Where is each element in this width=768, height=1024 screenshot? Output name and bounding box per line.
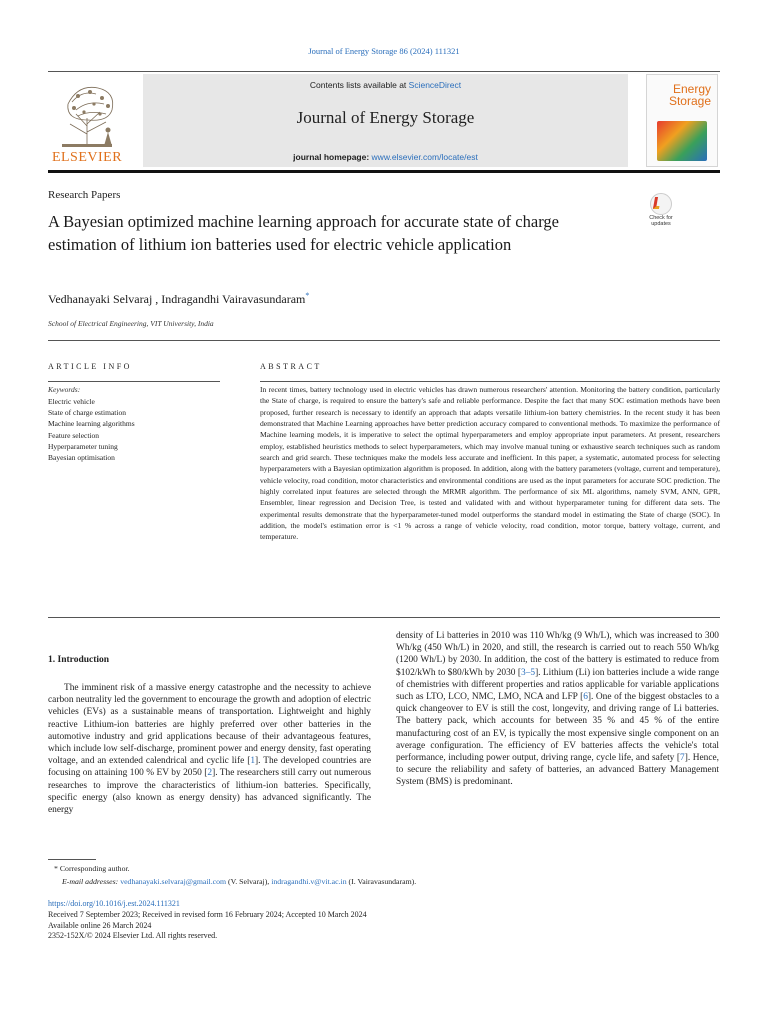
- email-addresses-line: [62, 877, 416, 888]
- copyright-line: 2352-152X/© 2024 Elsevier Ltd. All rights reserved.: [48, 931, 218, 940]
- available-online-date: Available online 26 March 2024: [48, 920, 152, 930]
- cover-title-line-2: Storage: [668, 94, 711, 108]
- keyword-item: Machine learning algorithms: [48, 419, 135, 429]
- received-dates: Received 7 September 2023; Received in revised form 16 February 2024; Accepted 10 March 2024: [48, 910, 367, 919]
- homepage-label: journal homepage:: [293, 152, 372, 162]
- journal-reference[interactable]: Journal of Energy Storage 86 (2024) 111321: [308, 46, 460, 56]
- keywords-list: [48, 396, 135, 463]
- intro-text: ]. One of the biggest obstacles to a quick changeover to EV is still the cost, longevity, and driving range of Li batteries. The battery pack, which accounts for between 35 % and 45 % of the entire manufacturing cost of an EV, is typically the most expensive single component on an average configuration. The efficiency of EV batteries affects the vehicle's total performance, including power output, driving range, cycle life, and safety [: [396, 692, 719, 764]
- intro-text: ]. The researchers still carry out numerous researches to improve the characteristics of lithium-ion batteries. Specifically, specific energy (also known as energy density) has advanced significantly. The energy: [48, 768, 371, 816]
- body-top-rule: [48, 617, 720, 618]
- article-info-heading: ARTICLE INFO: [48, 362, 132, 371]
- abstract-heading: ABSTRACT: [260, 362, 322, 371]
- contents-line: [143, 80, 628, 90]
- info-top-rule: [48, 340, 720, 341]
- header-bottom-rule: [48, 170, 720, 173]
- keyword-item: Bayesian optimisation: [48, 453, 115, 463]
- intro-text: The imminent risk of a massive energy catastrophe and the necessity to achieve carbon neutrality led the government to encourage the growth and adoption of electric vehicles (EVs) as a sustainable means of transportation. Lightweight and highly reactive Lithium-ion batteries are highly preferred over other batteries in the automotive industry and grid applications because of their advantageous features, which include low self-discharge, prominent power and energy density, fast operating voltage, and an extended calendrical and cyclic life [: [48, 683, 371, 767]
- contents-prefix: Contents lists available at: [309, 80, 409, 90]
- citation-link[interactable]: 1: [250, 756, 256, 767]
- cover-artwork: [657, 121, 707, 161]
- elsevier-wordmark[interactable]: ELSEVIER: [51, 150, 123, 165]
- author-2[interactable]: Indragandhi Vairavasundaram: [161, 292, 306, 306]
- email-link[interactable]: indragandhi.v@vit.ac.in: [271, 877, 347, 886]
- keyword-item: Electric vehicle: [48, 397, 95, 406]
- journal-homepage-line: [143, 152, 628, 162]
- intro-text: density of Li batteries in 2010 was 110 Wh/kg (9 Wh/L), which was increased to 300 Wh/kg (450 Wh/L) in 2020, and still, the research is carried out to reach 550 Wh/kg (1200 Wh/L) by 2030. In addition, the cost of the battery is estimated to reduce from $102/kWh to $80/kWh by 2030 [: [396, 631, 719, 678]
- keyword-item: State of charge estimation: [48, 408, 126, 418]
- homepage-link[interactable]: www.elsevier.com/locate/est: [371, 152, 478, 162]
- email-owner: (V. Selvaraj),: [226, 877, 272, 886]
- cover-title-line-1: Energy: [672, 82, 711, 96]
- corresponding-author-note: * Corresponding author.: [54, 864, 130, 873]
- article-section-label: Research Papers: [48, 189, 121, 201]
- footnote-rule: [48, 859, 96, 860]
- check-updates-line-1: Check for: [649, 215, 673, 221]
- author-1[interactable]: Vedhanayaki Selvaraj: [48, 292, 153, 306]
- introduction-heading: 1. Introduction: [48, 655, 110, 665]
- email-link[interactable]: vedhanayaki.selvaraj@gmail.com: [120, 877, 227, 886]
- check-for-updates-badge[interactable]: [646, 193, 676, 229]
- corresponding-author-mark[interactable]: *: [305, 291, 310, 300]
- author-separator: ,: [152, 292, 162, 306]
- cover-title: [669, 83, 711, 107]
- citation-link[interactable]: 7: [680, 753, 685, 764]
- article-info-rule: [48, 381, 220, 382]
- header-top-rule: [48, 71, 720, 72]
- publication-dates: [48, 910, 367, 942]
- intro-right-column: [396, 630, 719, 789]
- citation-link[interactable]: 2: [207, 768, 213, 779]
- check-updates-label: [646, 215, 676, 227]
- author-affiliation: School of Electrical Engineering, VIT University, India: [48, 319, 214, 328]
- keyword-item: Hyperparameter tuning: [48, 441, 118, 451]
- intro-text: ]. Hence, to secure the reliability and safety of batteries, an advanced Battery Management System (BMS) is predominant.: [396, 753, 719, 788]
- sciencedirect-link[interactable]: ScienceDirect: [408, 80, 462, 90]
- keywords-label: Keywords:: [48, 385, 81, 394]
- author-list: [48, 291, 309, 307]
- intro-text: ]. The developed countries are focusing on attaining 100 % EV by 2050 [: [48, 756, 371, 779]
- intro-text: ]. Lithium (Li) ion batteries include a wide range of chemistries with different properties and ratios applicable for variable applications such as LTO, LCO, NMC, LMO, NCA and LFP [: [396, 667, 720, 703]
- intro-left-column: [48, 682, 371, 816]
- email-label: E-mail addresses:: [62, 877, 121, 886]
- check-updates-line-2: updates: [651, 221, 671, 227]
- keyword-item: Feature selection: [48, 430, 100, 440]
- abstract-text: In recent times, battery technology used in electric vehicles has drawn numerous researchers' attention. Monitoring the battery condition, particularly the State of charge, is required to ensure the battery's safe and reliable performance. Despite the fact that many SOC estimation methods have been proposed, further research is necessary to identify an approach that adapts versatile lithium-ion battery chemistries. In the recent study it has been demonstrated that Machine Learning approaches have better prediction accuracy compared to conventional methods. To maximize the performance of Machine learning models, it is imperative to select the optimal hyperparameters and employ appropriate input parameters. At present, researchers employ, established heuristics methods to select hyperparameters, which may involve manual tuning or exhaustive search techniques such as random search and grid search. These techniques make the models less accurate and inefficient. In this paper, a systematic, automated process for selecting hyperparameters with a Bayesian optimization algorithm is proposed. In addition, along with the battery parameters (voltage, current and temperature), vehicle velocity, road condition, motor characteristics and environmental conditions are used as the input parameters for accurate SOC prediction. The highly correlated input features are selected through the MRMR algorithm. The performance of six ML algorithms, namely SVM, ANN, GPR, Ensembler, linear regression and Decision Tree, is tested and validated with and without hyperparameter tuning for different data sets. The experimental results demonstrate that the hyperparameter-tuned model outperforms the standard model in estimating the State of charge (SOC). In addition, the model's estimation error is <1 % across a range of vehicle velocity, road condition, motor torque, battery voltage, current, and temperature.: [260, 385, 720, 542]
- citation-link[interactable]: 3–5: [521, 667, 536, 678]
- citation-link[interactable]: 6: [583, 692, 588, 703]
- email-owner: (I. Vairavasundaram).: [346, 877, 417, 886]
- doi-link[interactable]: https://doi.org/10.1016/j.est.2024.111321: [48, 899, 180, 908]
- journal-title: Journal of Energy Storage: [296, 108, 475, 127]
- journal-cover-thumbnail[interactable]: [646, 74, 718, 167]
- paper-title: A Bayesian optimized machine learning approach for accurate state of charge estimation of lithium ion batteries used for electric vehicle application: [48, 212, 559, 254]
- abstract-rule: [260, 381, 720, 382]
